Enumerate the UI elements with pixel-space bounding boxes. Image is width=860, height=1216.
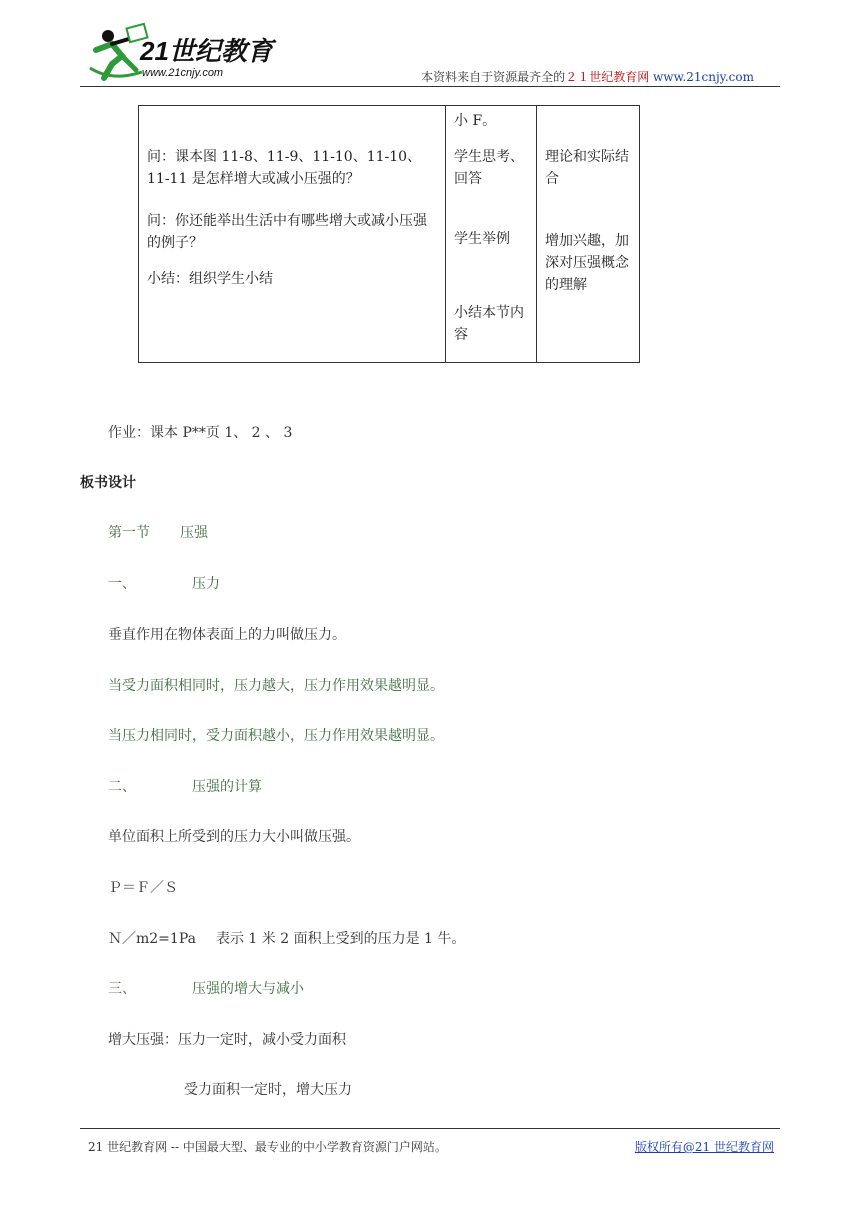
table-row [139,106,640,363]
cell-line: 小结：组织学生小结 [147,271,273,287]
text-line: 当受力面积相同时，压力越大，压力作用效果越明显。 [108,678,444,694]
homework-line: 作业：课本 P**页 1、 2 、 3 [108,425,293,441]
cell-line: 增加兴趣，加深对压强概念的理解 [545,233,629,293]
cell-line: 问：你还能举出生活中有哪些增大或减小压强的例子？ [147,213,427,251]
cell-line: 小 F。 [454,113,497,129]
header-source-url[interactable]: www.21cnjy.com [653,70,754,84]
header-source-site[interactable]: ２１世纪教育网 [565,70,650,84]
header-divider [80,86,780,87]
heading-number: 三、 [108,981,136,997]
section-name: 压强 [180,525,208,541]
heading-text: 压强的增大与减小 [192,981,304,997]
logo-url: www.21cnjy.com [142,67,224,79]
table-cell-student [446,106,537,363]
section-heading [108,522,208,542]
lesson-table [138,105,640,363]
cell-line: 问：课本图 11-8、11-9、11-10、11-10、11-11 是怎样增大或减小压强的？ [147,149,422,187]
text-line: 当压力相同时，受力面积越小，压力作用效果越明显。 [108,728,444,744]
cell-line [147,110,437,132]
heading-3 [108,978,304,998]
formula-line: Ｐ＝Ｆ／Ｓ [108,880,178,896]
heading-text: 压强的计算 [192,779,262,795]
cell-line: 理论和实际结合 [545,149,629,187]
section-number: 第一节 [108,525,150,541]
unit-formula: Ｎ／m2=1Pa [108,931,196,947]
heading-1 [108,573,220,593]
header-source-prefix: 本资料来自于资源最齐全的 [421,70,566,84]
heading-number: 二、 [108,779,136,795]
text-line: 增大压强：压力一定时，减小受力面积 [108,1032,346,1048]
heading-text: 压力 [192,576,220,592]
cell-line: 学生举例 [454,231,510,247]
footer-copyright-link[interactable]: 版权所有@21 世纪教育网 [634,1140,774,1154]
text-line: 垂直作用在物体表面上的力叫做压力。 [108,627,346,643]
cell-line: 学生思考、回答 [454,149,524,187]
heading-2 [108,776,262,796]
footer-text: 21 世纪教育网 -- 中国最大型、最专业的中小学教育资源门户网站。 [88,1140,447,1154]
text-line: 受力面积一定时，增大压力 [184,1082,352,1098]
heading-number: 一、 [108,576,136,592]
site-logo[interactable] [82,20,292,90]
header-source-line [421,68,754,85]
unit-description: 表示 1 米 2 面积上受到的压力是 1 牛。 [215,931,466,947]
board-design-title: 板书设计 [80,475,136,491]
table-cell-purpose [537,106,640,363]
text-line: 单位面积上所受到的压力大小叫做压强。 [108,829,360,845]
logo-text: 21世纪教育 [140,36,273,66]
footer-divider [80,1128,780,1129]
cell-line: 小结本节内容 [454,305,524,343]
table-cell-activities [139,106,446,363]
unit-line [108,928,465,948]
